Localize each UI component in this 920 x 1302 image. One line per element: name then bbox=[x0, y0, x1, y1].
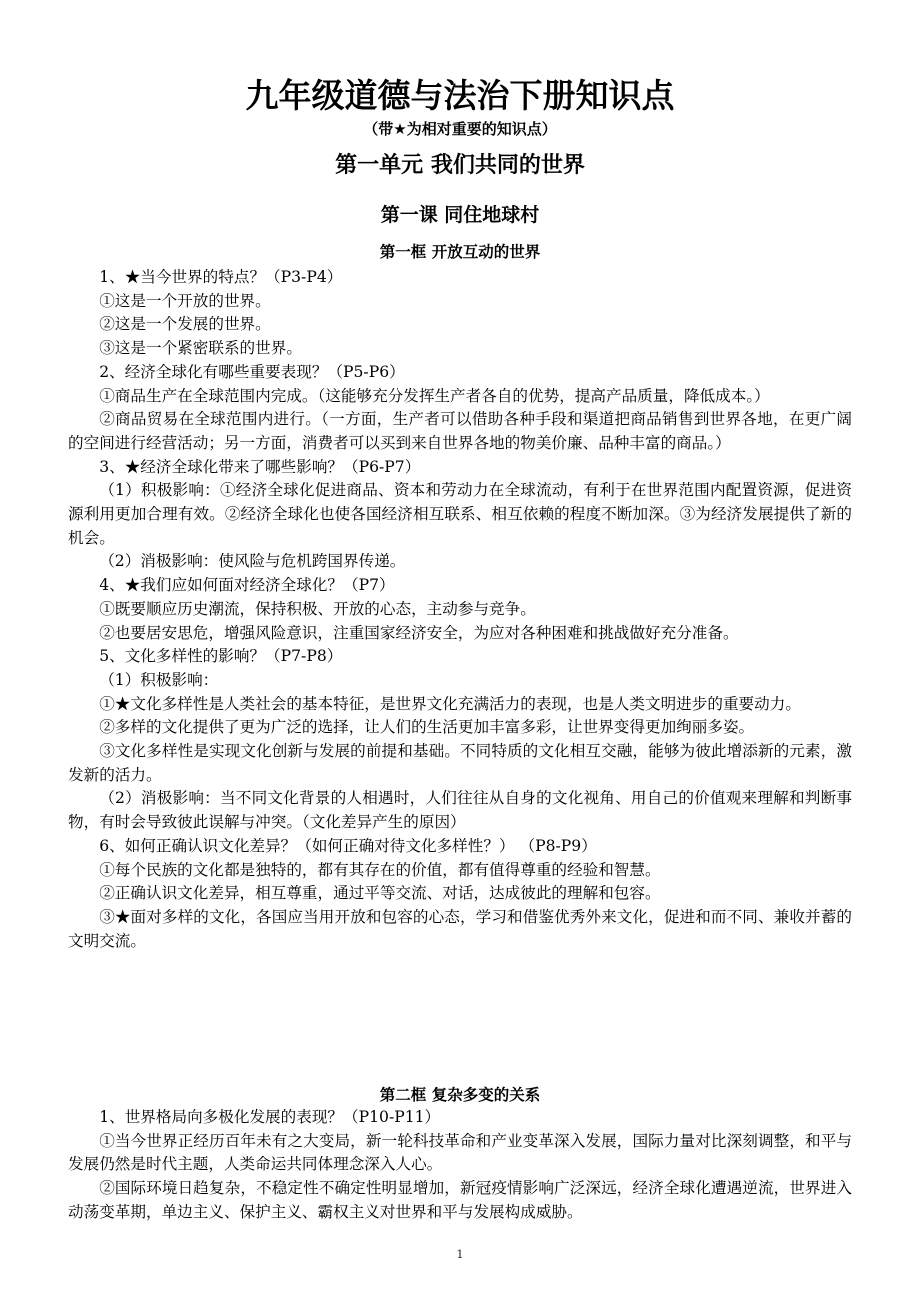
paragraph: （1）积极影响： bbox=[99, 670, 219, 689]
paragraph: ①当今世界正经历百年未有之大变局，新一轮科技革命和产业变革深入发展，国际力量对比深刻调整，和平与发展仍然是时代主题，人类命运共同体理念深入人心。 bbox=[68, 1131, 852, 1174]
paragraph: ②多样的文化提供了更为广泛的选择，让人们的生活更加丰富多彩，让世界变得更加绚丽多姿。 bbox=[99, 718, 755, 737]
section-body bbox=[68, 266, 852, 953]
paragraph: 3、★经济全球化带来了哪些影响？（P6-P7） bbox=[99, 457, 421, 476]
paragraph: （2）消极影响：当不同文化背景的人相遇时，人们往往从自身的文化视角、用自己的价值观来理解和判断事物，有时会导致彼此误解与冲突。（文化差异产生的原因） bbox=[68, 789, 852, 832]
paragraph: ①每个民族的文化都是独特的，都有其存在的价值，都有值得尊重的经验和智慧。 bbox=[99, 860, 661, 879]
page-number: 1 bbox=[456, 1248, 464, 1261]
document-subtitle: （带★为相对重要的知识点） bbox=[363, 120, 557, 138]
paragraph: 4、★我们应如何面对经济全球化？（P7） bbox=[99, 576, 395, 595]
section-body bbox=[68, 1106, 852, 1225]
section-heading: 第一框 开放互动的世界 bbox=[379, 243, 541, 261]
paragraph: （1）积极影响：①经济全球化促进商品、资本和劳动力在全球流动，有利于在世界范围内配置资源，促进资源利用更加合理有效。②经济全球化也使各国经济相互联系、相互依赖的程度不断加深。③为经济发展提供了新的机会。 bbox=[68, 481, 852, 547]
paragraph: ③文化多样性是实现文化创新与发展的前提和基础。不同特质的文化相互交融，能够为彼此增添新的元素，激发新的活力。 bbox=[68, 742, 852, 784]
paragraph: 5、文化多样性的影响？（P7-P8） bbox=[99, 647, 343, 666]
paragraph: 6、如何正确认识文化差异？（如何正确对待文化多样性？） （P8-P9） bbox=[99, 836, 597, 855]
paragraph: （2）消极影响：使风险与危机跨国界传递。 bbox=[99, 552, 406, 571]
paragraph: 1、★当今世界的特点？（P3-P4） bbox=[99, 268, 343, 286]
paragraph: ②国际环境日趋复杂，不稳定性不确定性明显增加，新冠疫情影响广泛深远，经济全球化遭遇逆流，世界进入动荡变革期，单边主义、保护主义、霸权主义对世界和平与发展构成威胁。 bbox=[68, 1179, 852, 1221]
paragraph: ①★文化多样性是人类社会的基本特征，是世界文化充满活力的表现，也是人类文明进步的重要动力。 bbox=[99, 694, 801, 713]
unit-title: 第一单元 我们共同的世界 bbox=[335, 153, 585, 178]
paragraph: ②也要居安思危，增强风险意识，注重国家经济安全，为应对各种困难和挑战做好充分准备。 bbox=[99, 623, 739, 642]
paragraph: ①商品生产在全球范围内完成。（这能够充分发挥生产者各自的优势，提高产品质量，降低成本。） bbox=[99, 386, 770, 405]
lesson-title: 第一课 同住地球村 bbox=[380, 204, 540, 226]
paragraph: ②商品贸易在全球范围内进行。（一方面，生产者可以借助各种手段和渠道把商品销售到世界各地，在更广阔的空间进行经营活动；另一方面，消费者可以买到来自世界各地的物美价廉、品种丰富的商品。） bbox=[68, 410, 852, 452]
document-title: 九年级道德与法治下册知识点 bbox=[245, 76, 675, 115]
section-heading: 第二框 复杂多变的关系 bbox=[379, 1086, 541, 1104]
paragraph: 2、经济全球化有哪些重要表现？（P5-P6） bbox=[99, 362, 405, 381]
paragraph: ②这是一个发展的世界。 bbox=[99, 315, 271, 334]
paragraph: 1、世界格局向多极化发展的表现？（P10-P11） bbox=[99, 1108, 441, 1126]
paragraph: ②正确认识文化差异，相互尊重，通过平等交流、对话，达成彼此的理解和包容。 bbox=[99, 884, 661, 903]
paragraph: ①这是一个开放的世界。 bbox=[99, 291, 271, 310]
paragraph: ③★面对多样的文化，各国应当用开放和包容的心态，学习和借鉴优秀外来文化，促进和而不同、兼收并蓄的文明交流。 bbox=[68, 907, 852, 950]
paragraph: ①既要顺应历史潮流，保持积极、开放的心态，主动参与竞争。 bbox=[99, 599, 536, 618]
paragraph: ③这是一个紧密联系的世界。 bbox=[99, 339, 302, 358]
